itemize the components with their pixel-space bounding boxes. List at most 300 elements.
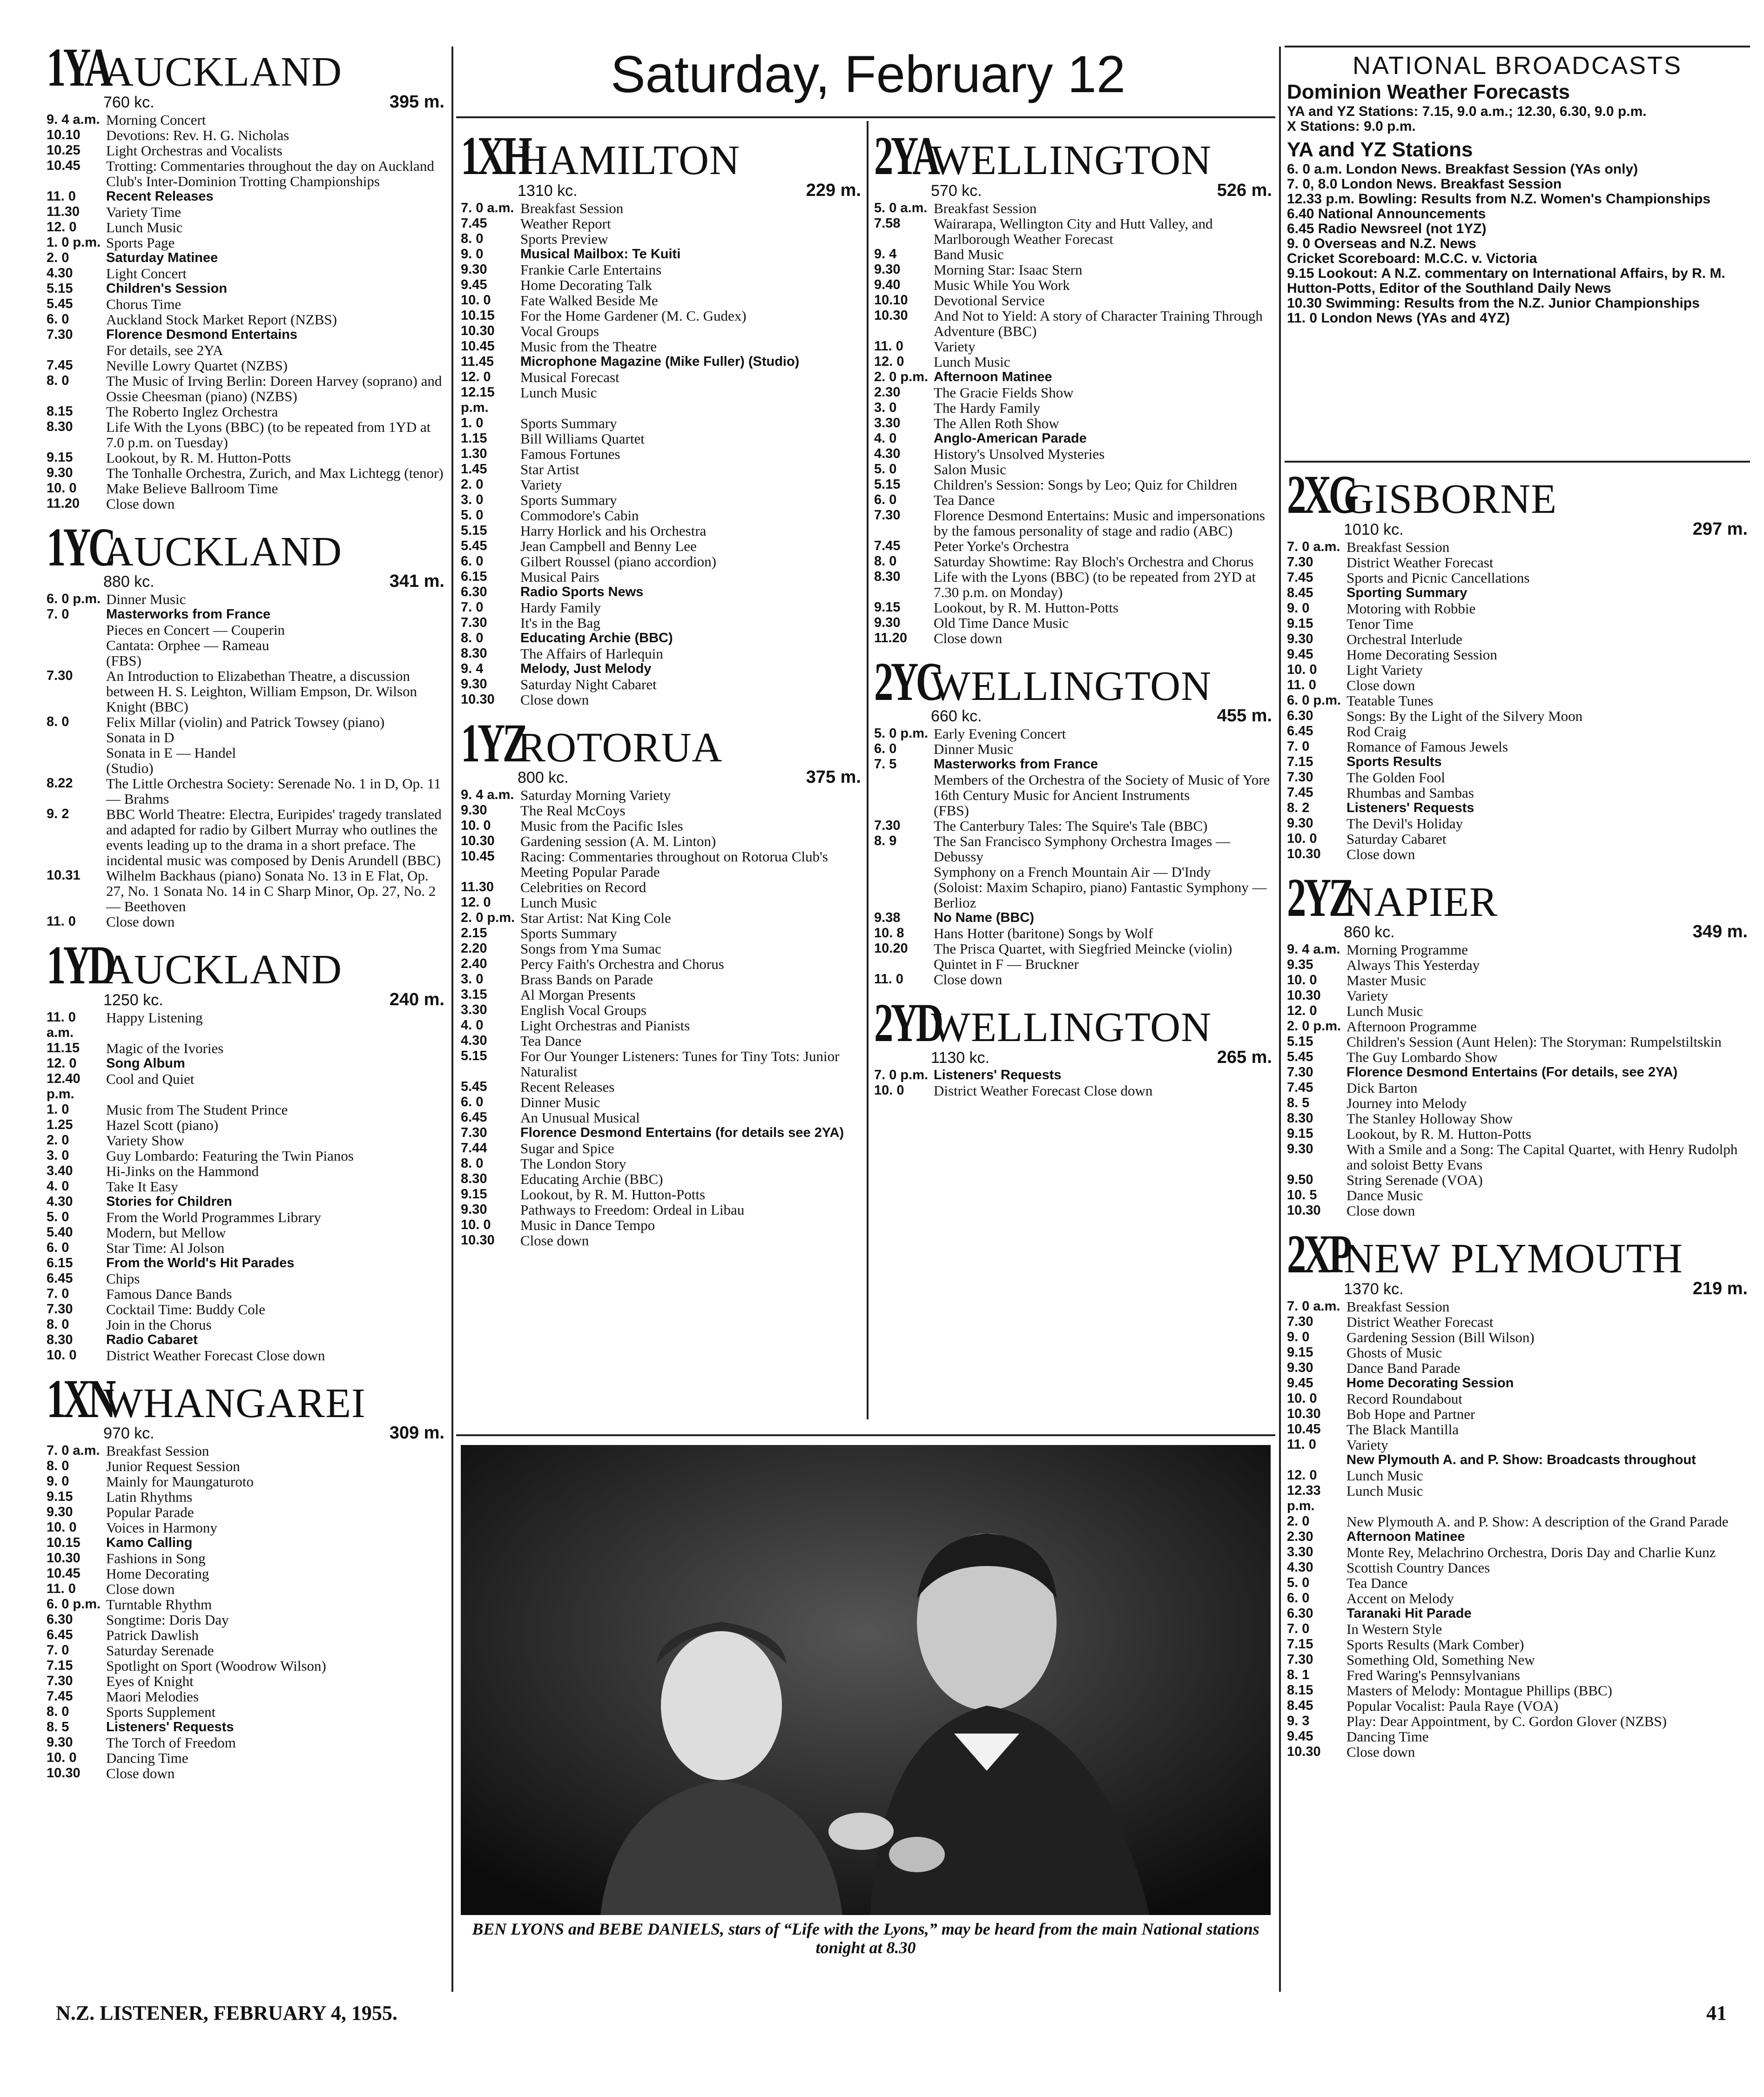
programme-title: Gardening Session (Bill Wilson)	[1347, 1329, 1535, 1345]
national-line: 9. 0 Overseas and N.Z. News	[1287, 236, 1476, 251]
programme-time: 6.30	[1287, 708, 1313, 723]
programme-entry	[47, 1194, 444, 1210]
programme-entry	[1287, 957, 1748, 973]
programme-title: Children's Session (Aunt Helen): The Storyman: Rumpelstiltskin	[1347, 1034, 1722, 1050]
station-1yc	[47, 516, 444, 930]
programme-title: Afternoon Matinee	[934, 369, 1052, 384]
programme-time: 10.30	[461, 833, 495, 848]
programme-title: An Introduction to Elizabethan Theatre, a discussion between H. S. Leighton, William Empson, Dr. Wilson Knight (BBC)	[106, 668, 417, 715]
programme-time: 11. 0	[47, 188, 76, 204]
programme-title: No Name (BBC)	[934, 910, 1034, 925]
programme-entry	[874, 247, 1272, 262]
programme-time: 11. 0	[47, 914, 76, 929]
footer-page-number: 41	[1706, 2002, 1727, 2024]
programme-title: Always This Yesterday	[1347, 957, 1480, 973]
programme-title: Lookout, by R. M. Hutton-Potts	[106, 449, 291, 466]
programme-time: 7.30	[874, 818, 901, 833]
programme-entry	[1287, 585, 1748, 601]
programme-time: 5. 0	[461, 507, 484, 523]
programme-time: 2. 0	[1287, 1513, 1310, 1529]
programme-entry	[461, 895, 861, 910]
programme-time: 10.25	[47, 142, 81, 158]
programme-time: 9. 4 a.m.	[1287, 942, 1340, 957]
programme-title: And Not to Yield: A story of Character Training Through Adventure (BBC)	[934, 307, 1263, 339]
programme-time: 3.30	[461, 1002, 487, 1017]
programme-title: The Gracie Fields Show	[934, 384, 1074, 401]
programme-title: The Golden Fool	[1347, 769, 1445, 786]
programme-title: Light Variety	[1347, 661, 1423, 678]
programme-entry	[47, 1689, 444, 1704]
programme-time: 6.45	[1287, 723, 1313, 739]
programme-time: 4.30	[47, 1194, 73, 1209]
programme-title: From the World Programmes Library	[106, 1209, 321, 1225]
programme-time: 6.15	[47, 1255, 73, 1270]
programme-title: Lunch Music	[106, 219, 183, 235]
programme-time: 2. 0	[47, 1132, 69, 1148]
call-sign: 1YD	[47, 934, 114, 995]
programme-time: 1.25	[47, 1117, 73, 1132]
programme-entry	[47, 373, 444, 404]
programme-time: 8.22	[47, 776, 73, 791]
programme-title: Salon Music	[934, 461, 1006, 477]
programme-entry	[461, 277, 861, 293]
call-sign: 2YZ	[1287, 867, 1352, 928]
programme-time: 3.40	[47, 1163, 73, 1178]
programme-title: Variety Show	[106, 1132, 184, 1149]
programme-title: Chorus Time	[106, 296, 182, 312]
programme-entry	[461, 1048, 861, 1079]
programme-time: 12.15 p.m.	[461, 384, 495, 415]
programme-entry	[47, 358, 444, 373]
programme-title: Sports Summary	[520, 491, 617, 508]
programme-entry	[874, 615, 1272, 631]
programme-time: 4. 0	[461, 1018, 484, 1033]
programme-entry	[1287, 1483, 1748, 1514]
programme-entry	[1287, 1391, 1748, 1406]
programme-time: 7. 0	[1287, 739, 1310, 754]
city-name: NEW PLYMOUTH	[1344, 1236, 1683, 1282]
programme-entry	[461, 1141, 861, 1156]
programme-entry	[1287, 1188, 1748, 1203]
programme-entry	[461, 849, 861, 880]
programme-title: Pathways to Freedom: Ordeal in Libau	[520, 1202, 745, 1218]
programme-entry	[874, 477, 1272, 492]
call-sign: 2XG	[1287, 464, 1356, 525]
programme-time: 6. 0	[1287, 1590, 1310, 1606]
programme-entry	[1287, 739, 1748, 754]
programme-time: 12. 0	[461, 895, 491, 910]
programme-time: 10. 0	[874, 1082, 904, 1098]
programme-time: 10.10	[47, 127, 81, 142]
programme-title: Saturday Matinee	[106, 250, 218, 265]
programme-entry	[1287, 1652, 1748, 1667]
programme-time: 5. 0	[874, 461, 897, 477]
wavelength: 309 m.	[389, 1423, 444, 1443]
programme-time: 2. 0	[47, 250, 69, 265]
city-name: NAPIER	[1344, 879, 1498, 925]
programme-time: 4.30	[461, 1033, 487, 1048]
programme-entry	[874, 400, 1272, 416]
station-header	[47, 516, 444, 592]
programme-title: Hans Hotter (baritone) Songs by Wolf	[934, 925, 1153, 941]
programme-title: Listeners' Requests	[106, 1720, 234, 1734]
programme-time: 8.30	[47, 1332, 73, 1347]
programme-entry	[1287, 1698, 1748, 1714]
programme-entry	[1287, 1468, 1748, 1483]
programme-entry	[47, 1102, 444, 1117]
programme-title: English Vocal Groups	[520, 1002, 646, 1018]
programme-entry	[1287, 1729, 1748, 1744]
wavelength: 219 m.	[1692, 1278, 1748, 1298]
programme-time: 9.45	[1287, 1728, 1313, 1744]
programme-entry	[461, 416, 861, 431]
programme-title: Songtime: Doris Day	[106, 1612, 229, 1628]
programme-entry	[47, 730, 444, 745]
programme-title: Patrick Dawlish	[106, 1627, 199, 1643]
programme-entry	[461, 523, 861, 538]
programme-entry	[461, 323, 861, 339]
programme-entry	[874, 385, 1272, 400]
programme-title: Lunch Music	[1347, 1482, 1423, 1499]
programme-entry	[1287, 1080, 1748, 1096]
programme-title: Close down	[934, 630, 1003, 646]
footer-publication: N.Z. LISTENER, FEBRUARY 4, 1955.	[56, 2002, 397, 2024]
programme-time: 10. 0	[461, 292, 491, 308]
station-2xg	[1287, 464, 1748, 862]
programme-title: Home Decorating Session	[1347, 646, 1497, 663]
station-header	[874, 651, 1272, 726]
programme-title: From the World's Hit Parades	[106, 1255, 295, 1270]
frequency: 970 kc.	[103, 1425, 155, 1442]
programme-time: 8. 9	[874, 833, 897, 848]
programme-time: 7.45	[874, 538, 901, 553]
programme-title: Members of the Orchestra of the Society of Music of Yore	[934, 772, 1270, 788]
programme-entry	[874, 569, 1272, 600]
programme-title: Happy Listening	[106, 1009, 203, 1026]
programme-title: Breakfast Session	[934, 200, 1037, 216]
programme-title: Sports Summary	[520, 415, 617, 431]
programme-time: 7.45	[47, 357, 73, 373]
programme-time: 10.31	[47, 868, 81, 883]
programme-title: Light Orchestras and Vocalists	[106, 142, 283, 159]
programme-entry	[461, 538, 861, 554]
programme-entry	[874, 416, 1272, 431]
programme-title: Close down	[106, 1581, 175, 1597]
programme-title: Cantata: Orphee — Rameau	[106, 637, 269, 653]
programme-entry	[47, 1041, 444, 1056]
programme-entry	[47, 1117, 444, 1133]
programme-entry	[461, 370, 861, 385]
programme-time: 2. 0	[461, 477, 484, 492]
programme-title: Breakfast Session	[520, 200, 624, 216]
programme-entry	[47, 450, 444, 465]
programme-entry	[461, 446, 861, 462]
programme-time: 4.30	[874, 446, 901, 461]
programme-time: 8. 0	[47, 1704, 69, 1719]
programme-time: 11.20	[47, 496, 80, 511]
programme-entry	[1287, 1314, 1748, 1330]
programme-entry	[1287, 831, 1748, 847]
programme-title: Bill Williams Quartet	[520, 430, 645, 447]
programme-entry	[47, 760, 444, 776]
programme-time: 5.15	[47, 281, 73, 296]
programme-entry	[1287, 724, 1748, 739]
programme-time: 10.10	[874, 292, 908, 308]
programme-time: 7. 0	[461, 599, 484, 615]
station-header	[874, 992, 1272, 1068]
programme-time: 11. 0	[47, 1581, 76, 1596]
programme-title: (FBS)	[934, 802, 969, 819]
programme-time: 9.35	[1287, 957, 1313, 972]
station-header	[47, 37, 444, 112]
programme-title: Dance Band Parade	[1347, 1359, 1461, 1376]
frequency: 1250 kc.	[103, 991, 163, 1009]
programme-title: Jean Campbell and Benny Lee	[520, 538, 697, 554]
programme-time: 8.15	[47, 403, 73, 419]
programme-entry	[47, 204, 444, 220]
programme-entry	[1287, 785, 1748, 800]
programme-time: 7.44	[461, 1141, 487, 1156]
programme-title: Close down	[1347, 846, 1415, 862]
programme-title: Popular Vocalist: Paula Raye (VOA)	[1347, 1697, 1559, 1714]
programme-title: Turntable Rhythm	[106, 1596, 212, 1613]
programme-time: 4. 0	[47, 1178, 69, 1194]
programme-time: 7.15	[47, 1658, 73, 1673]
programme-time: 9.38	[874, 910, 901, 925]
programme-time: 12. 0	[47, 1055, 77, 1071]
programme-entry	[461, 1033, 861, 1048]
programme-title: Felix Millar (violin) and Patrick Towsey (piano)	[106, 714, 385, 730]
call-sign: 2YC	[874, 651, 941, 712]
programme-title: Close down	[106, 495, 175, 512]
call-sign: 2XP	[1287, 1223, 1350, 1284]
programme-title: Music from The Student Prince	[106, 1101, 288, 1118]
programme-title: Close down	[1347, 677, 1415, 693]
photo-illustration	[461, 1445, 1271, 1915]
programme-title: Sonata in E — Handel	[106, 745, 236, 761]
programme-entry	[874, 833, 1272, 864]
programme-title: Star Time: Al Jolson	[106, 1239, 225, 1256]
programme-time: 9.15	[461, 1187, 487, 1202]
programme-entry	[1287, 708, 1748, 724]
programme-entry	[874, 508, 1272, 538]
programme-title: Auckland Stock Market Report (NZBS)	[106, 311, 337, 328]
station-header	[874, 128, 1272, 201]
programme-time: 10. 0	[47, 1520, 77, 1535]
frequency: 1370 kc.	[1344, 1280, 1404, 1298]
programme-entry	[47, 1179, 444, 1194]
programme-title: Educating Archie (BBC)	[520, 1171, 663, 1187]
programme-title: Listeners' Requests	[1347, 800, 1474, 815]
national-broadcasts	[1287, 51, 1748, 456]
programme-entry	[874, 492, 1272, 508]
programme-title: Eyes of Knight	[106, 1673, 194, 1689]
programme-time: 8.45	[1287, 585, 1313, 600]
programme-title: Old Time Dance Music	[934, 614, 1069, 631]
programme-entry	[874, 741, 1272, 757]
programme-entry	[47, 607, 444, 622]
column-rule-3	[1279, 47, 1281, 1992]
programme-entry	[1287, 1345, 1748, 1360]
programme-title: The Devil's Holiday	[1347, 815, 1463, 832]
frequency: 1310 kc.	[518, 181, 578, 200]
programme-entry	[461, 354, 861, 370]
programme-title: Microphone Magazine (Mike Fuller) (Studio)	[520, 354, 800, 369]
programme-title: District Weather Forecast	[1347, 554, 1494, 571]
programme-time: 9.30	[47, 1505, 73, 1519]
programme-entry	[47, 281, 444, 296]
programme-time: 10. 0	[461, 1217, 491, 1232]
programme-title: Cool and Quiet	[106, 1070, 195, 1087]
programme-time: 9.40	[874, 277, 901, 292]
programme-title: Devotions: Rev. H. G. Nicholas	[106, 127, 290, 143]
programme-entry	[461, 247, 861, 262]
programme-title: Wairarapa, Wellington City and Hutt Valley, and Marlborough Weather Forecast	[934, 215, 1213, 247]
programme-time: 1.30	[461, 446, 487, 461]
programme-entry	[874, 631, 1272, 646]
programme-time: 7.30	[461, 1125, 487, 1140]
programme-list	[1287, 942, 1748, 1218]
programme-title: Sports Preview	[520, 230, 608, 247]
programme-list	[461, 201, 861, 707]
programme-title: Peter Yorke's Orchestra	[934, 538, 1069, 554]
programme-title: Guy Lombardo: Featuring the Twin Pianos	[106, 1147, 354, 1164]
programme-time: 10.30	[1287, 1744, 1321, 1759]
programme-entry	[461, 262, 861, 277]
programme-title: Celebrities on Record	[520, 879, 646, 895]
programme-time: 7. 0 a.m.	[1287, 539, 1340, 554]
programme-title: Songs from Yma Sumac	[520, 941, 661, 957]
programme-title: Life With the Lyons (BBC) (to be repeated from 1YD at 7.0 p.m. on Tuesday)	[106, 418, 431, 450]
programme-entry	[47, 776, 444, 807]
programme-entry	[47, 1551, 444, 1566]
weather-lines	[1287, 104, 1748, 134]
programme-entry	[47, 868, 444, 914]
programme-time: 9. 4 a.m.	[461, 787, 514, 802]
programme-title: Frankie Carle Entertains	[520, 261, 662, 278]
programme-list	[47, 1010, 444, 1363]
programme-time: 3.15	[461, 987, 487, 1002]
programme-list	[461, 787, 861, 1248]
frequency: 860 kc.	[1344, 923, 1395, 941]
programme-time: 10.15	[461, 308, 495, 323]
programme-title: Romance of Famous Jewels	[1347, 738, 1508, 755]
programme-title: Lookout, by R. M. Hutton-Potts	[520, 1186, 706, 1203]
programme-title: Listeners' Requests	[934, 1067, 1062, 1082]
programme-entry	[1287, 647, 1748, 662]
programme-title: Variety	[1347, 988, 1388, 1004]
programme-time: 9.50	[1287, 1172, 1313, 1187]
programme-time: 11.30	[47, 204, 80, 219]
programme-entry	[1287, 1172, 1748, 1188]
programme-list	[1287, 1299, 1748, 1760]
programme-title: Musical Forecast	[520, 369, 619, 385]
programme-time: 2.30	[1287, 1529, 1313, 1544]
programme-time: 10. 0	[461, 818, 491, 833]
programme-title: Dick Barton	[1347, 1080, 1418, 1096]
programme-title: Ghosts of Music	[1347, 1344, 1442, 1361]
programme-entry	[1287, 1683, 1748, 1698]
programme-entry	[461, 1018, 861, 1033]
programme-title: The Guy Lombardo Show	[1347, 1049, 1498, 1065]
programme-time: 9.30	[461, 676, 487, 692]
programme-entry	[461, 833, 861, 849]
programme-time: 8. 0	[47, 373, 69, 388]
programme-entry	[461, 554, 861, 569]
programme-entry	[47, 1597, 444, 1612]
programme-entry	[461, 941, 861, 956]
programme-title: Lunch Music	[1347, 1003, 1423, 1019]
programme-title: Dinner Music	[520, 1094, 600, 1110]
programme-time: 1. 0	[461, 415, 484, 430]
programme-time: 9.45	[461, 277, 487, 292]
station-2yz	[1287, 867, 1748, 1219]
programme-entry	[874, 803, 1272, 818]
programme-title: Cocktail Time: Buddy Cole	[106, 1301, 265, 1317]
programme-time: 7.30	[1287, 554, 1313, 570]
programme-entry	[874, 431, 1272, 446]
programme-time: 4.30	[47, 265, 73, 281]
programme-entry	[874, 216, 1272, 247]
programme-title: Sports Page	[106, 234, 175, 251]
city-name: WELLINGTON	[931, 137, 1212, 183]
programme-time: 10.20	[874, 941, 908, 956]
wavelength: 240 m.	[389, 989, 444, 1009]
programme-time: 11. 0 a.m.	[47, 1009, 76, 1040]
programme-title: Symphony on a French Mountain Air — D'Indy	[934, 864, 1211, 880]
programme-entry	[1287, 1299, 1748, 1314]
call-sign: 2YA	[874, 126, 938, 186]
programme-time: 9. 0	[1287, 600, 1310, 616]
programme-entry	[47, 1520, 444, 1535]
programme-entry	[47, 1443, 444, 1458]
programme-title: District Weather Forecast	[1347, 1313, 1494, 1330]
station-header	[461, 712, 861, 788]
page-date-title: Saturday, February 12	[610, 45, 1126, 103]
programme-entry	[874, 910, 1272, 926]
station-header	[47, 934, 444, 1010]
programme-entry	[47, 296, 444, 312]
programme-list	[47, 1443, 444, 1781]
programme-list	[874, 726, 1272, 987]
programme-time: 6. 0	[47, 1240, 69, 1255]
programme-entry	[47, 1225, 444, 1240]
column-rule-2	[867, 121, 869, 1419]
programme-time: 10.30	[1287, 1203, 1321, 1218]
programme-entry	[1287, 601, 1748, 616]
programme-title: Lunch Music	[520, 894, 597, 911]
call-sign: 1XH	[461, 126, 530, 186]
programme-entry	[874, 354, 1272, 370]
programme-entry	[461, 293, 861, 308]
programme-time: 3. 0	[47, 1148, 69, 1163]
programme-time: 10. 0	[47, 1347, 77, 1363]
programme-time: 11. 0	[874, 338, 903, 354]
programme-title: Radio Cabaret	[106, 1332, 198, 1347]
frequency: 880 kc.	[103, 573, 155, 591]
programme-time: 9.30	[1287, 1360, 1313, 1375]
programme-list	[47, 591, 444, 929]
programme-time: 5.45	[461, 538, 487, 553]
programme-title: (Soloist: Maxim Schapiro, piano) Fantastic Symphony — Berlioz	[934, 879, 1267, 911]
programme-time: 9. 0	[461, 246, 484, 262]
programme-entry	[461, 385, 861, 416]
programme-entry	[47, 1735, 444, 1750]
programme-entry	[1287, 1667, 1748, 1683]
programme-entry	[461, 1125, 861, 1141]
programme-title: For details, see 2YA	[106, 342, 223, 358]
programme-list	[47, 112, 444, 511]
